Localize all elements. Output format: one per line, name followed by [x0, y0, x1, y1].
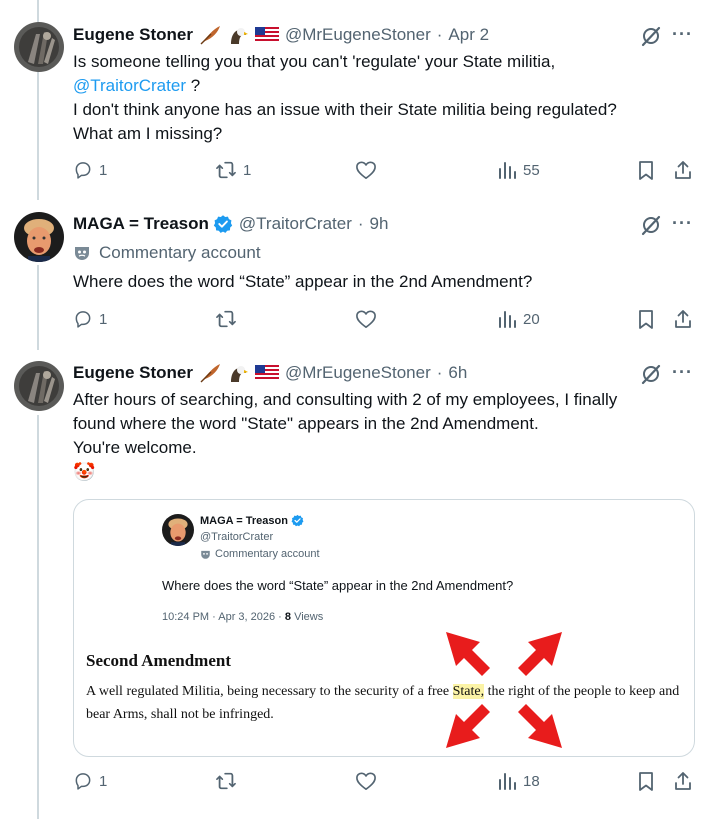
repost-button[interactable] [215, 309, 243, 329]
quote-views-label: Views [291, 611, 324, 623]
share-icon [673, 160, 693, 180]
views-button[interactable] [497, 160, 540, 180]
us-flag-emoji [255, 27, 279, 43]
share-button[interactable] [673, 771, 693, 791]
views-icon [497, 160, 517, 180]
attached-image[interactable] [73, 499, 695, 757]
repost-button[interactable] [215, 160, 251, 180]
mention-link[interactable]: @TraitorCrater [73, 76, 186, 95]
commentary-text: Commentary account [99, 243, 261, 262]
views-button[interactable] [497, 771, 540, 791]
heart-icon [355, 160, 377, 180]
reply-button[interactable] [73, 309, 107, 329]
heart-icon [355, 771, 377, 791]
tweet-text-line [73, 74, 693, 98]
display-name[interactable]: Eugene Stoner [73, 25, 193, 44]
timestamp[interactable]: 6h [448, 363, 468, 382]
separator-dot: · [357, 214, 364, 233]
thread-line [37, 265, 39, 350]
eagle-emoji [227, 25, 249, 45]
views-count: 18 [523, 772, 540, 790]
bookmark-icon [637, 309, 655, 329]
commentary-label[interactable] [73, 243, 261, 263]
highlighted-word: State, [452, 684, 485, 699]
bookmark-icon [637, 771, 655, 791]
bookmark-button[interactable] [637, 160, 655, 180]
tweet-header [73, 25, 489, 45]
like-button[interactable] [355, 160, 383, 180]
reply-count: 1 [99, 310, 108, 328]
reply-button[interactable] [73, 771, 107, 791]
display-name[interactable]: Eugene Stoner [73, 363, 193, 382]
share-button[interactable] [673, 160, 693, 180]
mask-icon [73, 244, 91, 262]
amendment-text-after: the right of the people to keep and bear Arms, shall not be infringed. [86, 684, 680, 722]
verified-badge-icon [291, 514, 304, 527]
handle[interactable]: @TraitorCrater [238, 214, 352, 233]
quote-commentary-text: Commentary account [215, 548, 320, 560]
like-button[interactable] [355, 309, 383, 329]
more-icon[interactable]: ··· [672, 362, 693, 382]
quote-text: Where does the word “State” appear in the 2nd Amendment? [162, 578, 514, 593]
quote-handle: @TraitorCrater [200, 531, 274, 543]
views-icon [497, 771, 517, 791]
bookmark-button[interactable] [637, 309, 655, 329]
tweet-text-line: You're welcome. [73, 438, 197, 457]
action-bar [73, 160, 698, 186]
repost-icon [215, 309, 237, 329]
clown-emoji: 🤡 [73, 462, 96, 482]
timestamp[interactable]: Apr 2 [448, 25, 490, 44]
action-bar [73, 771, 698, 797]
eagle-emoji [227, 363, 249, 383]
views-button[interactable] [497, 309, 540, 329]
tweet-text-line: found where the word "State" appears in the 2nd Amendment. [73, 414, 539, 433]
quill-emoji [199, 363, 221, 383]
verified-badge-icon[interactable] [213, 214, 233, 234]
separator-dot: · [436, 25, 443, 44]
repost-icon [215, 771, 237, 791]
quote-display-name [200, 514, 304, 527]
tweet-text-fragment: ? [185, 76, 201, 95]
reply-icon [73, 309, 93, 329]
timestamp[interactable]: 9h [369, 214, 389, 233]
tweet-text-line: Where does the word “State” appear in the 2nd Amendment? [73, 272, 533, 291]
handle[interactable]: @MrEugeneStoner [284, 363, 431, 382]
tweet-text [73, 50, 693, 146]
quote-meta [162, 611, 323, 623]
quill-emoji [199, 25, 221, 45]
share-icon [673, 309, 693, 329]
heart-icon [355, 309, 377, 329]
reply-icon [73, 160, 93, 180]
amendment-text [86, 680, 686, 726]
bookmark-button[interactable] [637, 771, 655, 791]
like-button[interactable] [355, 771, 383, 791]
quote-commentary-label [200, 548, 320, 560]
tweet-text-line: What am I missing? [73, 124, 223, 143]
amendment-title: Second Amendment [86, 651, 231, 670]
avatar[interactable] [14, 212, 64, 262]
grok-icon[interactable] [640, 25, 662, 47]
more-icon[interactable]: ··· [672, 24, 693, 44]
quote-name-text: MAGA = Treason [200, 514, 288, 527]
more-icon[interactable]: ··· [672, 213, 693, 233]
action-bar [73, 309, 698, 335]
us-flag-emoji [255, 365, 279, 381]
tweet-text [73, 388, 693, 484]
tweet-header [73, 363, 467, 383]
views-count: 55 [523, 161, 540, 179]
grok-icon[interactable] [640, 363, 662, 385]
amendment-text-before: A well regulated Militia, being necessary to the security of a free [86, 684, 453, 699]
handle[interactable]: @MrEugeneStoner [284, 25, 431, 44]
views-icon [497, 309, 517, 329]
tweet-text-line: Is someone telling you that you can't 'regulate' your State militia, [73, 52, 556, 71]
red-arrows-icon [444, 630, 564, 750]
quote-avatar [162, 514, 194, 546]
avatar[interactable] [14, 22, 64, 72]
reply-icon [73, 771, 93, 791]
tweet-text [73, 270, 693, 294]
display-name[interactable]: MAGA = Treason [73, 214, 209, 233]
repost-icon [215, 160, 237, 180]
quote-views-count: 8 [284, 611, 292, 623]
repost-count: 1 [243, 161, 252, 179]
mask-icon [200, 549, 211, 560]
bookmark-icon [637, 160, 655, 180]
reply-count: 1 [99, 161, 108, 179]
tweet-header [73, 214, 388, 234]
repost-button[interactable] [215, 771, 243, 791]
grok-icon[interactable] [640, 214, 662, 236]
quote-timestamp: 10:24 PM · Apr 3, 2026 · [162, 611, 285, 623]
share-icon [673, 771, 693, 791]
separator-dot: · [436, 363, 443, 382]
reply-count: 1 [99, 772, 108, 790]
reply-button[interactable] [73, 160, 107, 180]
tweet-text-line: I don't think anyone has an issue with their State militia being regulated? [73, 100, 617, 119]
avatar[interactable] [14, 361, 64, 411]
views-count: 20 [523, 310, 540, 328]
share-button[interactable] [673, 309, 693, 329]
thread-line [37, 415, 39, 819]
tweet-text-line: After hours of searching, and consulting with 2 of my employees, I finally [73, 390, 618, 409]
